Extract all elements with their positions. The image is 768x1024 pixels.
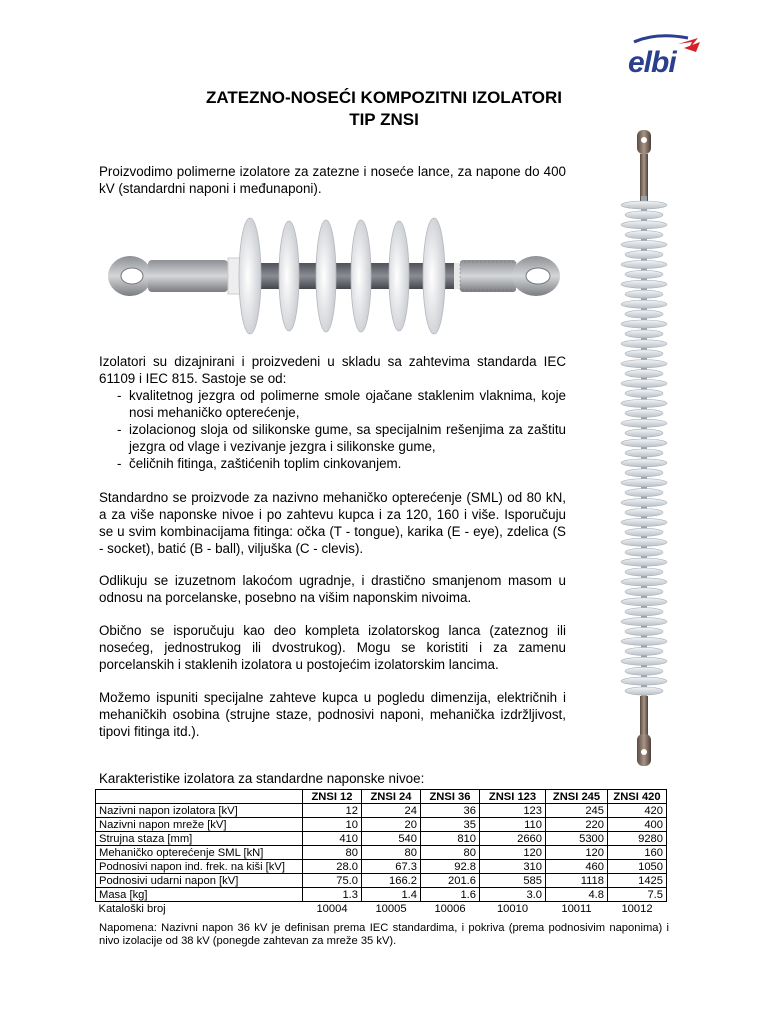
insulator-shed	[621, 241, 667, 249]
table-cell: 7.5	[608, 888, 667, 902]
design-lead: Izolatori su dizajnirani i proizvedeni u skladu sa zahtevima standarda IEC 61109 i IEC 815. Sastoje se od:	[99, 354, 566, 386]
insulator-shed	[625, 509, 663, 517]
horizontal-insulator-image	[108, 216, 560, 336]
insulator-shed	[625, 330, 663, 338]
table-cell: 80	[362, 846, 421, 860]
list-item: - izolacionog sloja od silikonske gume, sa specijalnim rešenjima za zaštitu jezgra od vlage i vezivanje jezgra i silikonske gume,	[117, 422, 566, 454]
table-cell: 4.8	[546, 888, 608, 902]
table-cell: 585	[480, 874, 546, 888]
insulator-shed	[621, 518, 667, 526]
insulator-shed	[625, 370, 663, 378]
row-label: Nazivni napon mreže [kV]	[96, 818, 303, 832]
table-cell: 9280	[608, 832, 667, 846]
insulator-shed	[621, 280, 667, 288]
table-cell: 20	[362, 818, 421, 832]
table-cell: 35	[421, 818, 480, 832]
table-row	[96, 832, 667, 846]
row-label: Kataloški broj	[96, 902, 303, 916]
insulator-shed	[625, 449, 663, 457]
table-row	[96, 888, 667, 902]
list-item-text: kvalitetnog jezgra od polimerne smole ojačane staklenim vlaknima, koje nosi mehaničko opterećenje,	[129, 388, 566, 420]
column-header: ZNSI 12	[303, 790, 362, 804]
insulator-shed	[625, 528, 663, 536]
standard-load-paragraph: Standardno se proizvode za nazivno mehaničko opterećenje (SML) od 80 kN, a za više naponske nivoe i po zahtevu kupca i za 120, 160 i više. Isporučuju se u svim kombinacijama fitinga: očka (T - tongue), karika (E - eye), zdelica (S - socket), batić (B - ball), viljuška (C - clevis).	[99, 490, 566, 556]
table-row	[96, 804, 667, 818]
characteristics-table	[95, 789, 667, 915]
insulator-shed	[625, 211, 663, 219]
table-cell: 80	[303, 846, 362, 860]
insulator-shed	[625, 687, 663, 695]
column-header: ZNSI 24	[362, 790, 421, 804]
insulator-shed	[625, 588, 663, 596]
page-title: ZATEZNO-NOSEĆI KOMPOZITNI IZOLATORI	[205, 88, 563, 107]
header-blank	[96, 790, 303, 804]
table-cell: 410	[303, 832, 362, 846]
table-cell: 12	[303, 804, 362, 818]
table-cell: 310	[480, 860, 546, 874]
insulator-shed	[621, 360, 667, 368]
table-cell: 460	[546, 860, 608, 874]
insulator-shed	[625, 310, 663, 318]
table-cell: 2660	[480, 832, 546, 846]
insulator-shed	[625, 489, 663, 497]
table-cell: 1118	[546, 874, 608, 888]
insulator-shed	[625, 548, 663, 556]
insulator-shed	[621, 340, 667, 348]
component-list	[99, 387, 566, 472]
table-cell: 110	[480, 818, 546, 832]
list-item-text: čeličnih fitinga, zaštićenih toplim cinkovanjem.	[129, 456, 402, 471]
insulator-shed	[621, 479, 667, 487]
list-item-text: izolacionog sloja od silikonske gume, sa specijalnim rešenjima za zaštitu jezgra od vlage i vezivanje jezgra i silikonske gume,	[129, 422, 566, 454]
insulator-shed	[625, 251, 663, 259]
insulator-shed	[621, 598, 667, 606]
table-cell: 166.2	[362, 874, 421, 888]
row-label: Nazivni napon izolatora [kV]	[96, 804, 303, 818]
column-header: ZNSI 123	[480, 790, 546, 804]
table-cell: 10006	[421, 902, 480, 916]
table-cell: 1425	[608, 874, 667, 888]
table-cell: 123	[480, 804, 546, 818]
intro-paragraph: Proizvodimo polimerne izolatore za zatezne i noseće lance, za napone do 400 kV (standardni naponi i međunaponi).	[99, 164, 566, 196]
insulator-shed	[625, 290, 663, 298]
insulator-shed	[621, 637, 667, 645]
table-caption: Karakteristike izolatora za standardne naponske nivoe:	[99, 771, 425, 786]
table-cell: 1.4	[362, 888, 421, 902]
table-cell: 75.0	[303, 874, 362, 888]
catalog-row	[96, 902, 667, 916]
insulator-shed	[625, 389, 663, 397]
supply-paragraph: Obično se isporučuju kao deo kompleta izolatorskog lanca (zateznog ili nosećeg, jednostrukog ili dvostrukog). Mogu se koristiti i za zamenu porcelanskih i staklenih izolatora u postojećim izolatorskim lancima.	[99, 623, 566, 672]
insulator-shed	[621, 320, 667, 328]
table-cell: 420	[608, 804, 667, 818]
table-cell: 67.3	[362, 860, 421, 874]
insulator-shed	[625, 231, 663, 239]
insulator-shed	[625, 429, 663, 437]
insulator-shed	[621, 578, 667, 586]
table-cell: 201.6	[421, 874, 480, 888]
table-cell: 120	[480, 846, 546, 860]
column-header: ZNSI 245	[546, 790, 608, 804]
row-label: Mehaničko opterećenje SML [kN]	[96, 846, 303, 860]
row-label: Podnosivi napon ind. frek. na kiši [kV]	[96, 860, 303, 874]
table-row	[96, 818, 667, 832]
elbi-logo	[626, 30, 704, 78]
lightness-paragraph: Odlikuju se izuzetnom lakoćom ugradnje, i drastično smanjenom masom u odnosu na porcelanske, posebno na višim naponskim nivoima.	[99, 573, 566, 605]
vertical-insulator-image	[620, 130, 668, 768]
table-footnote: Napomena: Nazivni napon 36 kV je definisan prema IEC standardima, i pokriva (prema podnosivim naponima) i nivo izolacije od 38 kV (ponegde zahtevan za mreže 35 kV).	[99, 922, 669, 947]
table-cell: 540	[362, 832, 421, 846]
insulator-shed	[625, 568, 663, 576]
insulator-shed	[621, 300, 667, 308]
logo-text: elbi	[628, 46, 676, 78]
insulator-shed	[621, 618, 667, 626]
column-header: ZNSI 36	[421, 790, 480, 804]
table-cell: 120	[546, 846, 608, 860]
insulator-shed	[625, 270, 663, 278]
table-cell: 160	[608, 846, 667, 860]
table-cell: 400	[608, 818, 667, 832]
insulator-shed	[625, 469, 663, 477]
insulator-shed	[625, 628, 663, 636]
list-item: - kvalitetnog jezgra od polimerne smole ojačane staklenim vlaknima, koje nosi mehaničko opterećenje,	[117, 388, 566, 420]
table-cell: 92.8	[421, 860, 480, 874]
insulator-shed	[621, 419, 667, 427]
table-cell: 810	[421, 832, 480, 846]
insulator-shed	[621, 499, 667, 507]
table-cell: 10005	[362, 902, 421, 916]
insulator-shed	[621, 459, 667, 467]
insulator-shed	[621, 439, 667, 447]
table-cell: 24	[362, 804, 421, 818]
insulator-shed	[621, 538, 667, 546]
insulator-shed	[625, 350, 663, 358]
table-row	[96, 874, 667, 888]
table-cell: 245	[546, 804, 608, 818]
row-label: Strujna staza [mm]	[96, 832, 303, 846]
table-cell: 5300	[546, 832, 608, 846]
table-cell: 220	[546, 818, 608, 832]
row-label: Masa [kg]	[96, 888, 303, 902]
table-cell: 10011	[546, 902, 608, 916]
insulator-shed	[625, 409, 663, 417]
table-cell: 1.6	[421, 888, 480, 902]
insulator-shed	[625, 667, 663, 675]
table-cell: 28.0	[303, 860, 362, 874]
table-cell: 10	[303, 818, 362, 832]
special-requests-paragraph: Možemo ispuniti specijalne zahteve kupca u pogledu dimenzija, električnih i mehaničkih osobina (strujne staze, podnosivi naponi, mehanička izdržljivost, tipovi fitinga itd.).	[99, 690, 566, 739]
insulator-shed	[621, 221, 667, 229]
table-row	[96, 846, 667, 860]
table-cell: 1050	[608, 860, 667, 874]
page-subtitle: TIP ZNSI	[349, 110, 419, 129]
table-header-row	[96, 790, 667, 804]
table-cell: 36	[421, 804, 480, 818]
column-header: ZNSI 420	[608, 790, 667, 804]
table-cell: 10010	[480, 902, 546, 916]
insulator-shed	[621, 201, 667, 209]
table-row	[96, 860, 667, 874]
table-cell: 1.3	[303, 888, 362, 902]
insulator-shed	[621, 399, 667, 407]
insulator-shed	[621, 677, 667, 685]
insulator-shed	[625, 608, 663, 616]
table-cell: 3.0	[480, 888, 546, 902]
insulator-shed	[621, 380, 667, 388]
table-cell: 10004	[303, 902, 362, 916]
table-cell: 80	[421, 846, 480, 860]
table-cell: 10012	[608, 902, 667, 916]
insulator-shed	[621, 261, 667, 269]
insulator-shed	[625, 647, 663, 655]
insulator-shed	[621, 558, 667, 566]
insulator-shed	[621, 657, 667, 665]
row-label: Podnosivi udarni napon [kV]	[96, 874, 303, 888]
list-item: - čeličnih fitinga, zaštićenih toplim cinkovanjem.	[117, 456, 402, 471]
